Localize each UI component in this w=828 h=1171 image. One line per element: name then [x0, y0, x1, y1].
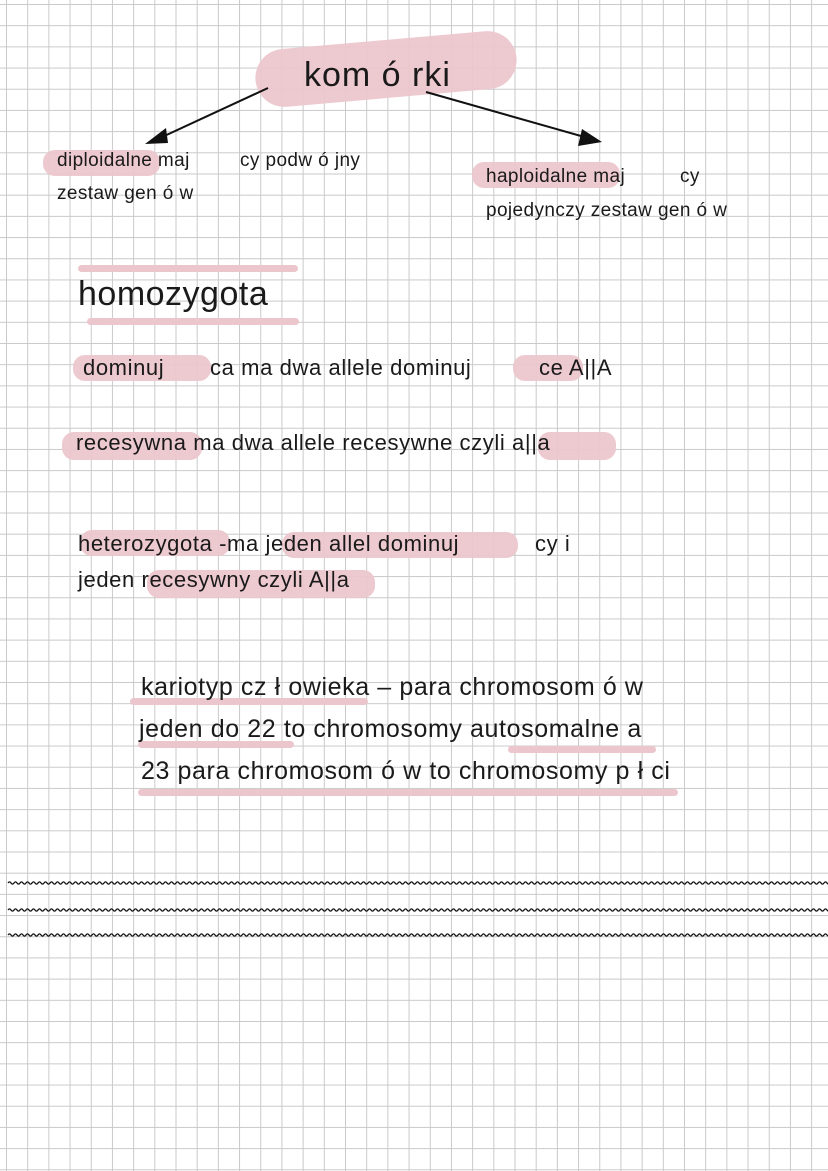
heterozygota-line1a: heterozygota -ma jeden allel dominuj — [78, 531, 460, 556]
kariotyp-line2: jeden do 22 to chromosomy autosomalne a — [139, 715, 642, 743]
dominant-text-c: ce A||A — [539, 355, 613, 380]
page-title: kom ó rki — [304, 56, 451, 94]
heterozygota-line2: jeden recesywny czyli A||a — [78, 567, 350, 592]
wavy-line-1 — [8, 882, 828, 884]
haploid-line1a: haploidalne maj — [486, 166, 626, 187]
homozygota-heading: homozygota — [78, 275, 269, 313]
kariotyp-line1: kariotyp cz ł owieka – para chromosom ó w — [141, 673, 644, 701]
dominant-text-a: dominuj — [83, 355, 165, 380]
heterozygota-line1b: cy i — [535, 531, 571, 556]
haploid-line1b: cy — [680, 166, 700, 187]
dominant-text-b: ca ma dwa allele dominuj — [210, 355, 472, 380]
wavy-line-3 — [8, 934, 828, 936]
haploid-line2: pojedynczy zestaw gen ó w — [486, 200, 728, 221]
recessive-text: recesywna ma dwa allele recesywne czyli a||a — [76, 430, 551, 455]
diploid-line1a: diploidalne maj — [57, 150, 190, 171]
kariotyp-line3: 23 para chromosom ó w to chromosomy p ł ci — [141, 757, 671, 785]
diploid-line1b: cy podw ó jny — [240, 150, 361, 171]
diploid-line2: zestaw gen ó w — [57, 183, 194, 204]
wavy-line-2 — [8, 909, 828, 911]
